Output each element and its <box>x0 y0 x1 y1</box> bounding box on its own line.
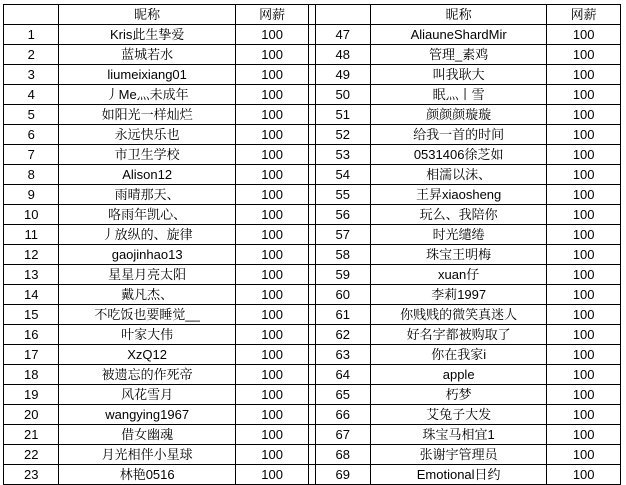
row-index-left[interactable]: 14 <box>4 285 59 305</box>
row-nickname-right[interactable]: Emotional日约 <box>370 465 546 485</box>
row-pay-left[interactable]: 100 <box>235 425 309 445</box>
table-body <box>4 25 621 485</box>
row-pay-left[interactable]: 100 <box>235 385 309 405</box>
row-nickname-right[interactable]: 王昇xiaosheng <box>370 185 546 205</box>
row-index-left[interactable]: 22 <box>4 445 59 465</box>
table-row[interactable] <box>4 25 621 45</box>
table-row[interactable] <box>4 305 621 325</box>
row-nickname-left[interactable]: 林艳0516 <box>59 465 235 485</box>
row-nickname-right[interactable]: 0531406徐芝如 <box>370 145 546 165</box>
row-nickname-right[interactable]: AliauneShardMir <box>370 25 546 45</box>
row-index-left[interactable]: 2 <box>4 45 59 65</box>
row-nickname-left[interactable]: 戴凡杰、 <box>59 285 235 305</box>
row-pay-left[interactable]: 100 <box>235 145 309 165</box>
row-nickname-right[interactable]: 艾兔子大发 <box>370 405 546 425</box>
row-nickname-right[interactable]: 珠宝马相宜1 <box>370 425 546 445</box>
row-pay-right[interactable]: 100 <box>547 225 621 245</box>
table-row[interactable] <box>4 265 621 285</box>
row-pay-right[interactable]: 100 <box>547 245 621 265</box>
row-index-left[interactable]: 18 <box>4 365 59 385</box>
row-index-right[interactable]: 54 <box>315 165 370 185</box>
row-pay-left[interactable]: 100 <box>235 345 309 365</box>
row-pay-left[interactable]: 100 <box>235 285 309 305</box>
row-pay-left[interactable]: 100 <box>235 305 309 325</box>
row-nickname-right[interactable]: 好名字都被购取了 <box>370 325 546 345</box>
row-nickname-left[interactable]: 风花雪月 <box>59 385 235 405</box>
row-index-right[interactable]: 48 <box>315 45 370 65</box>
row-nickname-left[interactable]: XzQ12 <box>59 345 235 365</box>
row-pay-right[interactable]: 100 <box>547 185 621 205</box>
row-pay-left[interactable]: 100 <box>235 245 309 265</box>
row-nickname-right[interactable]: 李莉1997 <box>370 285 546 305</box>
row-pay-right[interactable]: 100 <box>547 305 621 325</box>
row-pay-left[interactable]: 100 <box>235 185 309 205</box>
row-index-right[interactable]: 52 <box>315 125 370 145</box>
row-nickname-right[interactable]: 张谢宇管理员 <box>370 445 546 465</box>
table-row[interactable] <box>4 85 621 105</box>
row-index-left[interactable]: 1 <box>4 25 59 45</box>
row-index-left[interactable]: 13 <box>4 265 59 285</box>
row-pay-right[interactable]: 100 <box>547 265 621 285</box>
row-pay-right[interactable]: 100 <box>547 285 621 305</box>
row-index-right[interactable]: 58 <box>315 245 370 265</box>
table-row[interactable] <box>4 325 621 345</box>
row-nickname-left[interactable]: wangying1967 <box>59 405 235 425</box>
row-index-right[interactable]: 49 <box>315 65 370 85</box>
row-pay-left[interactable]: 100 <box>235 105 309 125</box>
row-index-left[interactable]: 21 <box>4 425 59 445</box>
row-pay-right[interactable]: 100 <box>547 165 621 185</box>
header-pay-right: 网薪 <box>547 5 621 25</box>
row-index-right[interactable]: 69 <box>315 465 370 485</box>
row-nickname-left[interactable]: 雨晴那天、 <box>59 185 235 205</box>
table-row[interactable] <box>4 405 621 425</box>
row-pay-right[interactable]: 100 <box>547 145 621 165</box>
row-pay-right[interactable]: 100 <box>547 105 621 125</box>
row-pay-left[interactable]: 100 <box>235 445 309 465</box>
row-index-left[interactable]: 7 <box>4 145 59 165</box>
row-index-right[interactable]: 57 <box>315 225 370 245</box>
row-pay-right[interactable]: 100 <box>547 365 621 385</box>
table-row[interactable] <box>4 385 621 405</box>
row-index-left[interactable]: 12 <box>4 245 59 265</box>
row-nickname-left[interactable]: 星星月亮太阳 <box>59 265 235 285</box>
row-nickname-left[interactable]: Alison12 <box>59 165 235 185</box>
row-nickname-left[interactable]: 借女幽魂 <box>59 425 235 445</box>
row-pay-left[interactable]: 100 <box>235 25 309 45</box>
row-nickname-left[interactable]: 咯雨年凯心、 <box>59 205 235 225</box>
row-nickname-left[interactable]: Kris此生挚爱 <box>59 25 235 45</box>
row-nickname-right[interactable]: 朽梦 <box>370 385 546 405</box>
row-nickname-right[interactable]: 玩么、我陪你 <box>370 205 546 225</box>
row-pay-left[interactable]: 100 <box>235 165 309 185</box>
row-pay-left[interactable]: 100 <box>235 125 309 145</box>
row-index-right[interactable]: 62 <box>315 325 370 345</box>
row-nickname-right[interactable]: xuan仔 <box>370 265 546 285</box>
table-row[interactable] <box>4 125 621 145</box>
header-pay-left: 网薪 <box>235 5 309 25</box>
row-pay-right[interactable]: 100 <box>547 465 621 485</box>
row-nickname-right[interactable]: 相濡以沫、 <box>370 165 546 185</box>
row-index-right[interactable]: 66 <box>315 405 370 425</box>
row-pay-left[interactable]: 100 <box>235 365 309 385</box>
row-index-right[interactable]: 63 <box>315 345 370 365</box>
row-index-left[interactable]: 8 <box>4 165 59 185</box>
row-index-right[interactable]: 68 <box>315 445 370 465</box>
row-pay-left[interactable]: 100 <box>235 205 309 225</box>
row-index-left[interactable]: 5 <box>4 105 59 125</box>
row-index-right[interactable]: 55 <box>315 185 370 205</box>
table-row[interactable] <box>4 205 621 225</box>
row-pay-right[interactable]: 100 <box>547 425 621 445</box>
row-pay-left[interactable]: 100 <box>235 325 309 345</box>
row-index-left[interactable]: 4 <box>4 85 59 105</box>
row-nickname-left[interactable]: 被遗忘的作死帝 <box>59 365 235 385</box>
row-index-right[interactable]: 47 <box>315 25 370 45</box>
header-nickname-left: 昵称 <box>59 5 235 25</box>
row-index-left[interactable]: 3 <box>4 65 59 85</box>
row-index-right[interactable]: 67 <box>315 425 370 445</box>
table-row[interactable] <box>4 345 621 365</box>
row-index-right[interactable]: 61 <box>315 305 370 325</box>
row-nickname-right[interactable]: 眠灬丨雪 <box>370 85 546 105</box>
row-index-left[interactable]: 15 <box>4 305 59 325</box>
row-nickname-right[interactable]: 给我一首的时间 <box>370 125 546 145</box>
row-index-left[interactable]: 11 <box>4 225 59 245</box>
table-row[interactable] <box>4 65 621 85</box>
row-pay-left[interactable]: 100 <box>235 225 309 245</box>
row-pay-right[interactable]: 100 <box>547 205 621 225</box>
row-nickname-left[interactable]: 如阳光一样灿烂 <box>59 105 235 125</box>
header-index-left <box>4 5 59 25</box>
table-row[interactable] <box>4 185 621 205</box>
row-nickname-left[interactable]: 永远快乐也 <box>59 125 235 145</box>
row-index-left[interactable]: 20 <box>4 405 59 425</box>
header-nickname-right: 昵称 <box>370 5 546 25</box>
row-pay-right[interactable]: 100 <box>547 445 621 465</box>
row-pay-right[interactable]: 100 <box>547 45 621 65</box>
row-nickname-right[interactable]: 你贱贱的微笑真迷人 <box>370 305 546 325</box>
row-nickname-left[interactable]: 丿Me灬未成年 <box>59 85 235 105</box>
row-pay-left[interactable]: 100 <box>235 45 309 65</box>
table-header <box>4 5 621 25</box>
row-nickname-right[interactable]: 管理_素鸡 <box>370 45 546 65</box>
row-nickname-left[interactable]: 叶家大伟 <box>59 325 235 345</box>
table-row[interactable] <box>4 45 621 65</box>
nickname-pay-table <box>3 4 621 485</box>
row-nickname-left[interactable]: 丿放纵的、旋律 <box>59 225 235 245</box>
table-row[interactable] <box>4 225 621 245</box>
table-row[interactable] <box>4 365 621 385</box>
row-index-left[interactable]: 9 <box>4 185 59 205</box>
row-pay-left[interactable]: 100 <box>235 465 309 485</box>
row-pay-right[interactable]: 100 <box>547 25 621 45</box>
row-nickname-right[interactable]: apple <box>370 365 546 385</box>
table-row[interactable] <box>4 285 621 305</box>
row-index-right[interactable]: 53 <box>315 145 370 165</box>
row-pay-left[interactable]: 100 <box>235 85 309 105</box>
row-nickname-right[interactable]: 颜颜颜璇璇 <box>370 105 546 125</box>
row-index-right[interactable]: 59 <box>315 265 370 285</box>
row-nickname-left[interactable]: gaojinhao13 <box>59 245 235 265</box>
row-index-right[interactable]: 51 <box>315 105 370 125</box>
row-pay-right[interactable]: 100 <box>547 125 621 145</box>
table-row[interactable] <box>4 465 621 485</box>
row-index-left[interactable]: 10 <box>4 205 59 225</box>
row-nickname-right[interactable]: 你在我家i <box>370 345 546 365</box>
row-nickname-left[interactable]: 月光相伴小星球 <box>59 445 235 465</box>
row-index-right[interactable]: 65 <box>315 385 370 405</box>
table-row[interactable] <box>4 245 621 265</box>
row-nickname-left[interactable]: 蓝城若水 <box>59 45 235 65</box>
header-index-right <box>315 5 370 25</box>
row-nickname-right[interactable]: 珠宝王明梅 <box>370 245 546 265</box>
row-pay-left[interactable]: 100 <box>235 405 309 425</box>
table-row[interactable] <box>4 165 621 185</box>
table-row[interactable] <box>4 145 621 165</box>
row-index-right[interactable]: 64 <box>315 365 370 385</box>
row-nickname-left[interactable]: 市卫生学校 <box>59 145 235 165</box>
row-index-left[interactable]: 6 <box>4 125 59 145</box>
row-index-right[interactable]: 56 <box>315 205 370 225</box>
row-index-right[interactable]: 60 <box>315 285 370 305</box>
row-pay-left[interactable]: 100 <box>235 265 309 285</box>
row-pay-right[interactable]: 100 <box>547 345 621 365</box>
row-index-left[interactable]: 17 <box>4 345 59 365</box>
row-pay-right[interactable]: 100 <box>547 405 621 425</box>
row-index-left[interactable]: 19 <box>4 385 59 405</box>
table-header-row <box>4 5 621 25</box>
table-row[interactable] <box>4 105 621 125</box>
row-pay-right[interactable]: 100 <box>547 65 621 85</box>
row-index-left[interactable]: 16 <box>4 325 59 345</box>
row-nickname-right[interactable]: 叫我耿大 <box>370 65 546 85</box>
row-nickname-right[interactable]: 时光缱绻 <box>370 225 546 245</box>
row-nickname-left[interactable]: 不吃饭也要睡觉__ <box>59 305 235 325</box>
row-pay-left[interactable]: 100 <box>235 65 309 85</box>
row-pay-right[interactable]: 100 <box>547 385 621 405</box>
row-index-left[interactable]: 23 <box>4 465 59 485</box>
row-index-right[interactable]: 50 <box>315 85 370 105</box>
row-pay-right[interactable]: 100 <box>547 85 621 105</box>
table-row[interactable] <box>4 425 621 445</box>
row-nickname-left[interactable]: liumeixiang01 <box>59 65 235 85</box>
row-pay-right[interactable]: 100 <box>547 325 621 345</box>
